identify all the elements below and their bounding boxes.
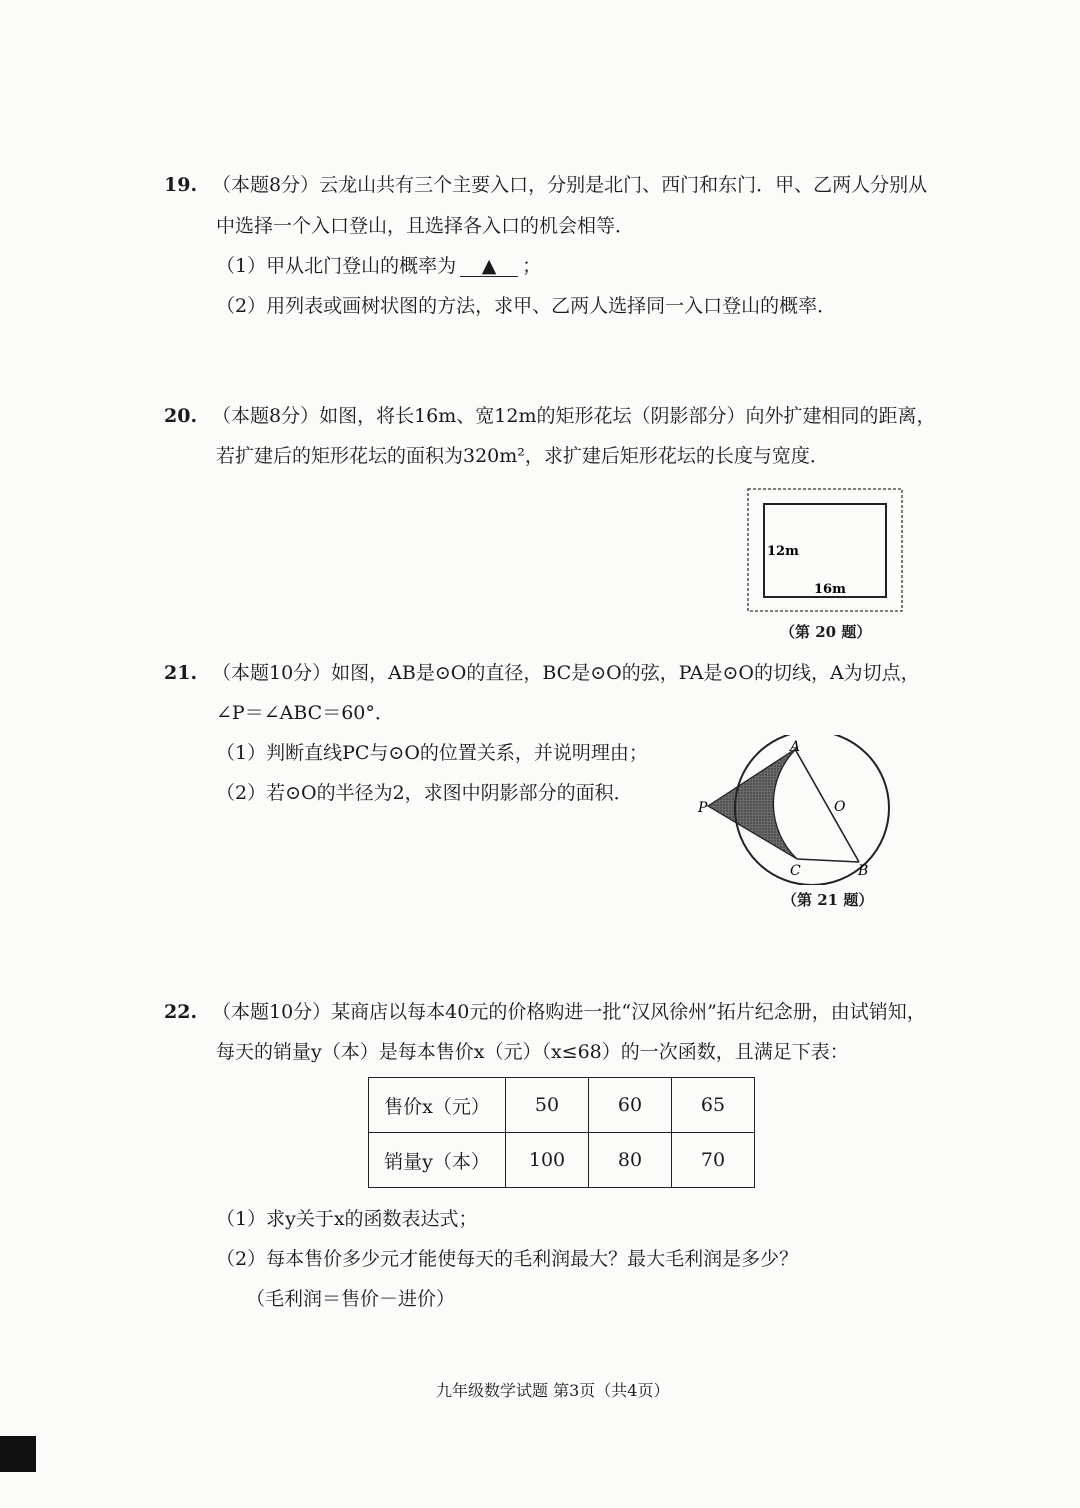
label-o: O [834, 799, 846, 815]
question-21-part-2: （2）若⊙O的半径为2，求图中阴影部分的面积． [216, 782, 633, 804]
label-b: B [858, 863, 869, 879]
question-19-part-1-end: ； [522, 255, 542, 277]
row-header-price: 售价x（元） [369, 1078, 506, 1133]
question-19-number: 19. [164, 174, 198, 196]
row-header-sales: 销量y（本） [369, 1133, 506, 1188]
question-20-caption: （第 20 题） [780, 623, 872, 641]
table-row [369, 1078, 755, 1133]
question-20-line-2: 若扩建后的矩形花坛的面积为320m²，求扩建后矩形花坛的长度与宽度． [216, 445, 829, 467]
shaded-region [708, 748, 797, 859]
question-19-line-1: （本题8分）云龙山共有三个主要入口，分别是北门、西门和东门．甲、乙两人分别从 [212, 174, 928, 196]
price-sales-table [368, 1077, 755, 1188]
question-21-caption: （第 21 题） [782, 891, 874, 909]
question-22-line-2: 每天的销量y（本）是每本售价x（元）（x≤68）的一次函数，且满足下表： [216, 1041, 849, 1063]
length-label: 16m [814, 582, 846, 597]
question-21-part-1: （1）判断直线PC与⊙O的位置关系，并说明理由； [216, 742, 648, 764]
answer-blank [460, 257, 518, 277]
question-20-figure [740, 484, 910, 618]
question-22-part-1: （1）求y关于x的函数表达式； [216, 1208, 478, 1230]
table-cell: 65 [672, 1078, 755, 1133]
question-21-figure [690, 735, 900, 885]
table-row [369, 1133, 755, 1188]
question-22-line-1: （本题10分）某商店以每本40元的价格购进一批“汉风徐州”拓片纪念册，由试销知， [212, 1001, 926, 1023]
table-cell: 100 [506, 1133, 589, 1188]
question-22-part-2: （2）每本售价多少元才能使每天的毛利润最大？最大毛利润是多少？ [216, 1248, 799, 1270]
question-19-part-1-text: （1）甲从北门登山的概率为 [216, 255, 457, 277]
table-cell: 50 [506, 1078, 589, 1133]
label-c: C [790, 863, 801, 879]
question-20-number: 20. [164, 405, 198, 427]
label-p: P [698, 800, 708, 816]
question-21-line-2: ∠P＝∠ABC＝60°． [216, 702, 394, 724]
diameter-ab [795, 749, 859, 862]
width-label: 12m [767, 544, 799, 559]
table-cell: 60 [589, 1078, 672, 1133]
registration-mark [0, 1436, 36, 1472]
question-21-line-1: （本题10分）如图，AB是⊙O的直径，BC是⊙O的弦，PA是⊙O的切线，A为切点， [212, 662, 920, 684]
label-a: A [790, 739, 801, 755]
table-cell: 70 [672, 1133, 755, 1188]
chord-bc [797, 859, 859, 862]
question-19-part-2: （2）用列表或画树状图的方法，求甲、乙两人选择同一入口登山的概率． [216, 295, 837, 317]
question-19-line-2: 中选择一个入口登山，且选择各入口的机会相等． [216, 215, 635, 237]
question-20-line-1: （本题8分）如图，将长16m、宽12m的矩形花坛（阴影部分）向外扩建相同的距离， [212, 405, 936, 427]
question-22-note: （毛利润＝售价－进价） [246, 1288, 456, 1310]
question-22-number: 22. [164, 1001, 198, 1023]
table-cell: 80 [589, 1133, 672, 1188]
page-footer: 九年级数学试题 第3页（共4页） [436, 1381, 670, 1400]
question-21-number: 21. [164, 662, 198, 684]
question-19-part-1 [216, 257, 541, 277]
triangle-icon: ▲ [481, 255, 497, 277]
